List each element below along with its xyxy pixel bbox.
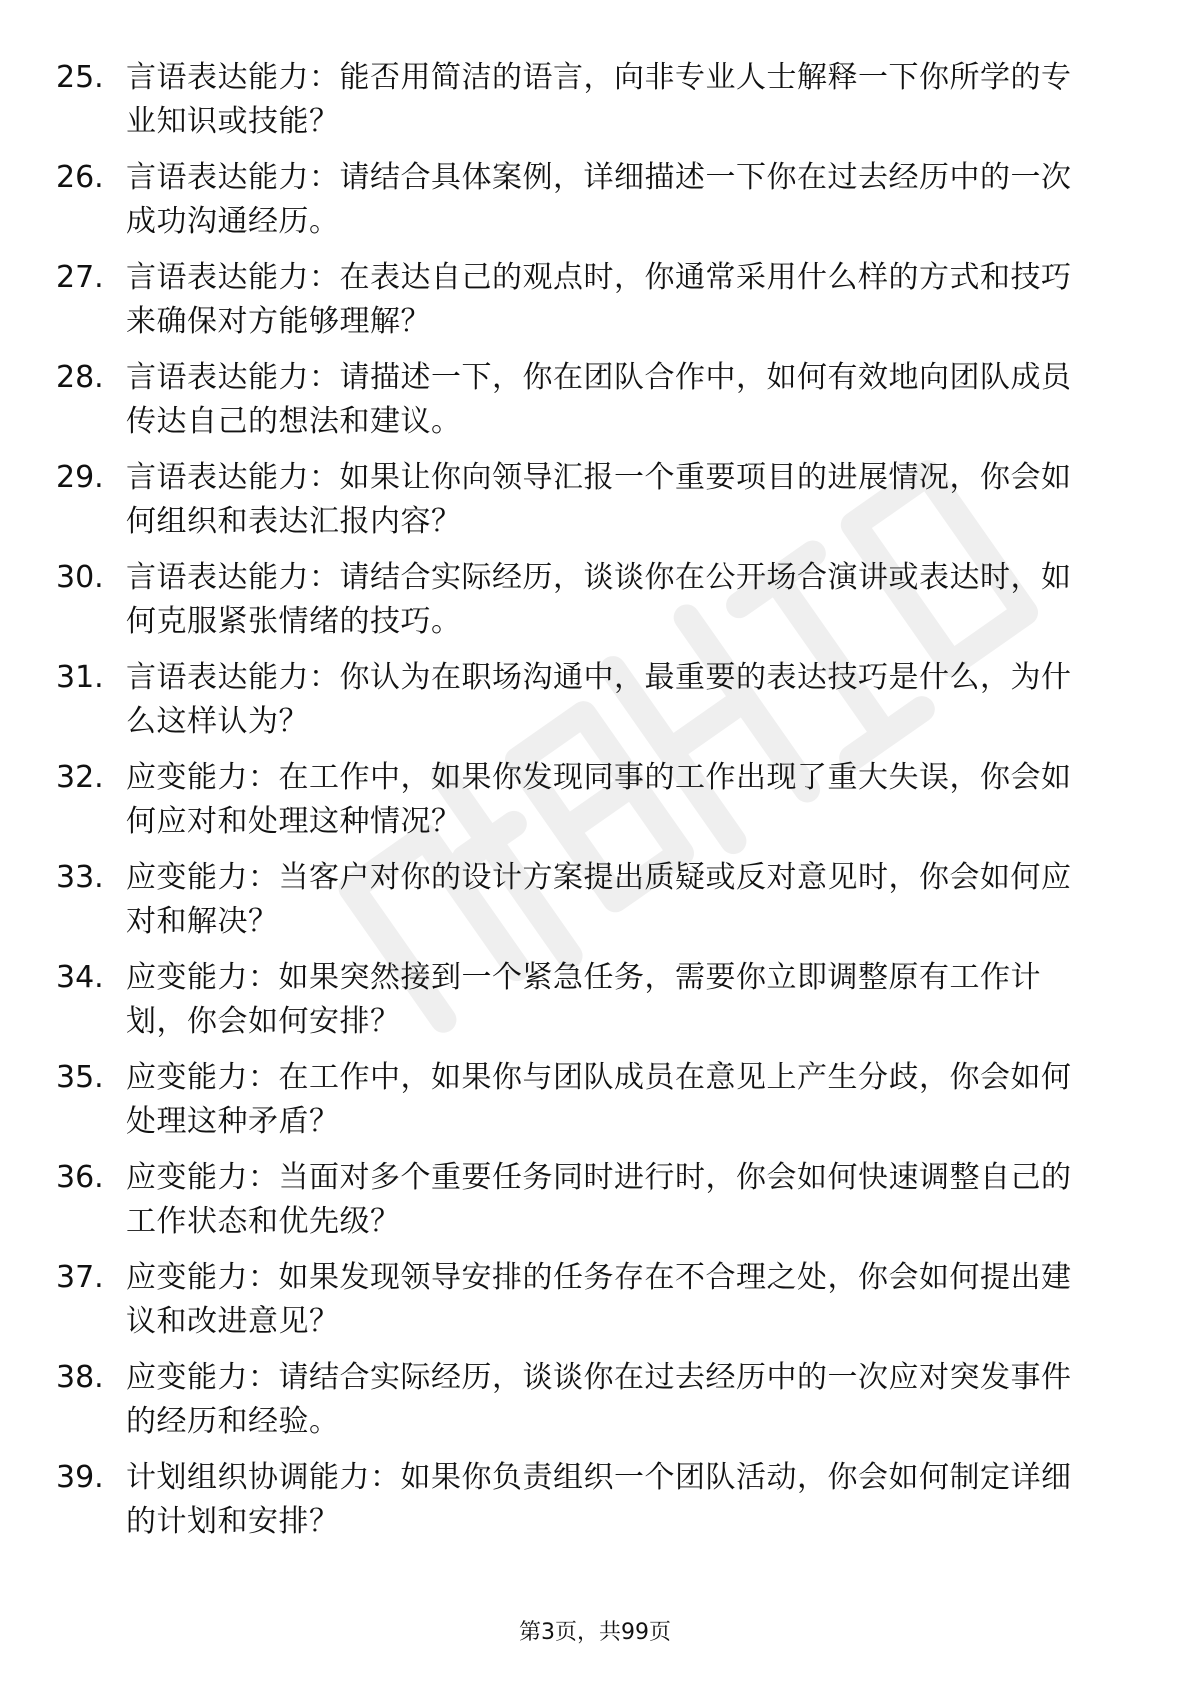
question-item [0,50,1190,150]
question-text: 言语表达能力：请描述一下，你在团队合作中，如何有效地向团队成员传达自己的想法和建议。 [126,360,1072,439]
question-number: 32. [56,760,104,795]
question-number: 28. [56,360,104,395]
question-text: 应变能力：在工作中，如果你发现同事的工作出现了重大失误，你会如何应对和处理这种情况？ [126,760,1072,839]
question-number: 30. [56,560,104,595]
question-item [0,750,1190,850]
question-item [0,1350,1190,1450]
question-number: 38. [56,1360,104,1395]
question-item [0,350,1190,450]
question-text: 言语表达能力：你认为在职场沟通中，最重要的表达技巧是什么，为什么这样认为？ [126,660,1072,739]
question-text: 计划组织协调能力：如果你负责组织一个团队活动，你会如何制定详细的计划和安排？ [126,1460,1072,1539]
question-text: 言语表达能力：请结合实际经历，谈谈你在公开场合演讲或表达时，如何克服紧张情绪的技巧。 [126,560,1072,639]
question-text: 应变能力：如果突然接到一个紧急任务，需要你立即调整原有工作计划，你会如何安排？ [126,960,1041,1039]
question-list [0,50,1190,1550]
question-text: 应变能力：请结合实际经历，谈谈你在过去经历中的一次应对突发事件的经历和经验。 [126,1360,1072,1439]
question-item [0,1150,1190,1250]
question-text: 言语表达能力：在表达自己的观点时，你通常采用什么样的方式和技巧来确保对方能够理解？ [126,260,1072,339]
question-number: 31. [56,660,104,695]
question-number: 29. [56,460,104,495]
question-text: 应变能力：当面对多个重要任务同时进行时，你会如何快速调整自己的工作状态和优先级？ [126,1160,1072,1239]
question-number: 35. [56,1060,104,1095]
question-item [0,150,1190,250]
question-item [0,1450,1190,1550]
question-number: 33. [56,860,104,895]
question-item [0,250,1190,350]
page-number-footer: 第3页，共99页 [519,1620,671,1645]
question-item [0,1050,1190,1150]
question-text: 言语表达能力：请结合具体案例，详细描述一下你在过去经历中的一次成功沟通经历。 [126,160,1072,239]
question-number: 34. [56,960,104,995]
question-number: 27. [56,260,104,295]
question-item [0,450,1190,550]
question-number: 26. [56,160,104,195]
question-item [0,650,1190,750]
question-text: 应变能力：在工作中，如果你与团队成员在意见上产生分歧，你会如何处理这种矛盾？ [126,1060,1072,1139]
question-number: 36. [56,1160,104,1195]
question-text: 言语表达能力：如果让你向领导汇报一个重要项目的进展情况，你会如何组织和表达汇报内容？ [126,460,1072,539]
question-item [0,950,1190,1050]
question-number: 25. [56,60,104,95]
question-item [0,550,1190,650]
question-number: 37. [56,1260,104,1295]
question-item [0,1250,1190,1350]
question-number: 39. [56,1460,104,1495]
question-item [0,850,1190,950]
question-text: 应变能力：当客户对你的设计方案提出质疑或反对意见时，你会如何应对和解决？ [126,860,1072,939]
question-text: 言语表达能力：能否用简洁的语言，向非专业人士解释一下你所学的专业知识或技能？ [126,60,1072,139]
question-text: 应变能力：如果发现领导安排的任务存在不合理之处，你会如何提出建议和改进意见？ [126,1260,1072,1339]
